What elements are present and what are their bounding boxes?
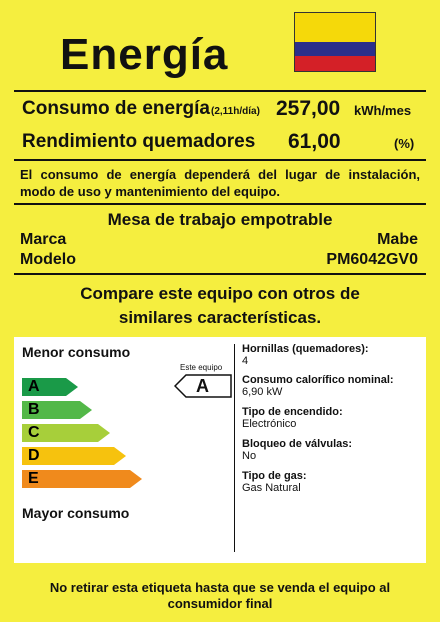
class-d-bar: D: [22, 447, 114, 465]
model-value: PM6042GV0: [326, 251, 418, 268]
spec-label: Hornillas (quemadores):: [242, 343, 369, 355]
spec-item: [242, 438, 422, 470]
brand-value: Mabe: [377, 231, 418, 248]
product-type: Mesa de trabajo empotrable: [107, 210, 333, 229]
divider: [14, 90, 426, 92]
spec-label: Tipo de encendido:: [242, 406, 343, 418]
spec-value: 6,90 kW: [242, 386, 283, 398]
spec-value: 4: [242, 355, 249, 367]
spec-label: Tipo de gas:: [242, 470, 307, 482]
low-consumption-label: Menor consumo: [22, 344, 131, 360]
this-unit-label: Este equipo: [180, 363, 223, 372]
footer-notice: No retirar esta etiqueta hasta que se venda el equipo al consumidor final: [49, 580, 391, 611]
consumption-value: 257,00: [276, 97, 341, 120]
spec-item: [242, 406, 422, 438]
consumption-note: (2,11h/día): [211, 106, 260, 117]
spec-item: [242, 374, 422, 406]
specs-list: [242, 343, 422, 502]
consumption-unit: kWh/mes: [354, 103, 412, 118]
panel-divider: [234, 344, 235, 552]
consumption-label: Consumo de energía: [22, 98, 210, 119]
spec-item: [242, 470, 422, 502]
divider: [14, 203, 426, 205]
class-e-bar: E: [22, 470, 130, 488]
energy-rating-panel: [14, 337, 426, 563]
page-title: Energía: [60, 30, 229, 79]
performance-unit: (%): [394, 136, 415, 151]
high-consumption-label: Mayor consumo: [22, 505, 130, 521]
performance-value: 61,00: [288, 130, 341, 153]
spec-value: Electrónico: [242, 418, 297, 430]
spec-value: Gas Natural: [242, 482, 301, 494]
spec-label: Bloqueo de válvulas:: [242, 438, 353, 450]
compare-text: Compare este equipo con otros de similares características.: [80, 284, 360, 327]
brand-label: Marca: [20, 231, 67, 248]
class-a-bar: A: [22, 378, 66, 396]
class-c-bar: C: [22, 424, 98, 442]
disclaimer-text: El consumo de energía dependerá del lugar de instalación, modo de uso y mantenimiento del equipo.: [20, 167, 420, 199]
this-unit-class-marker: [174, 374, 232, 398]
spec-item: [242, 343, 422, 374]
colombia-flag-icon: [294, 12, 376, 72]
spec-value: No: [242, 450, 257, 462]
divider: [14, 159, 426, 161]
class-b-bar: B: [22, 401, 80, 419]
divider: [14, 273, 426, 275]
performance-label: Rendimiento quemadores: [22, 131, 256, 152]
model-label: Modelo: [20, 251, 76, 268]
spec-label: Consumo calorífico nominal:: [242, 374, 394, 386]
this-unit-class: A: [196, 376, 209, 396]
